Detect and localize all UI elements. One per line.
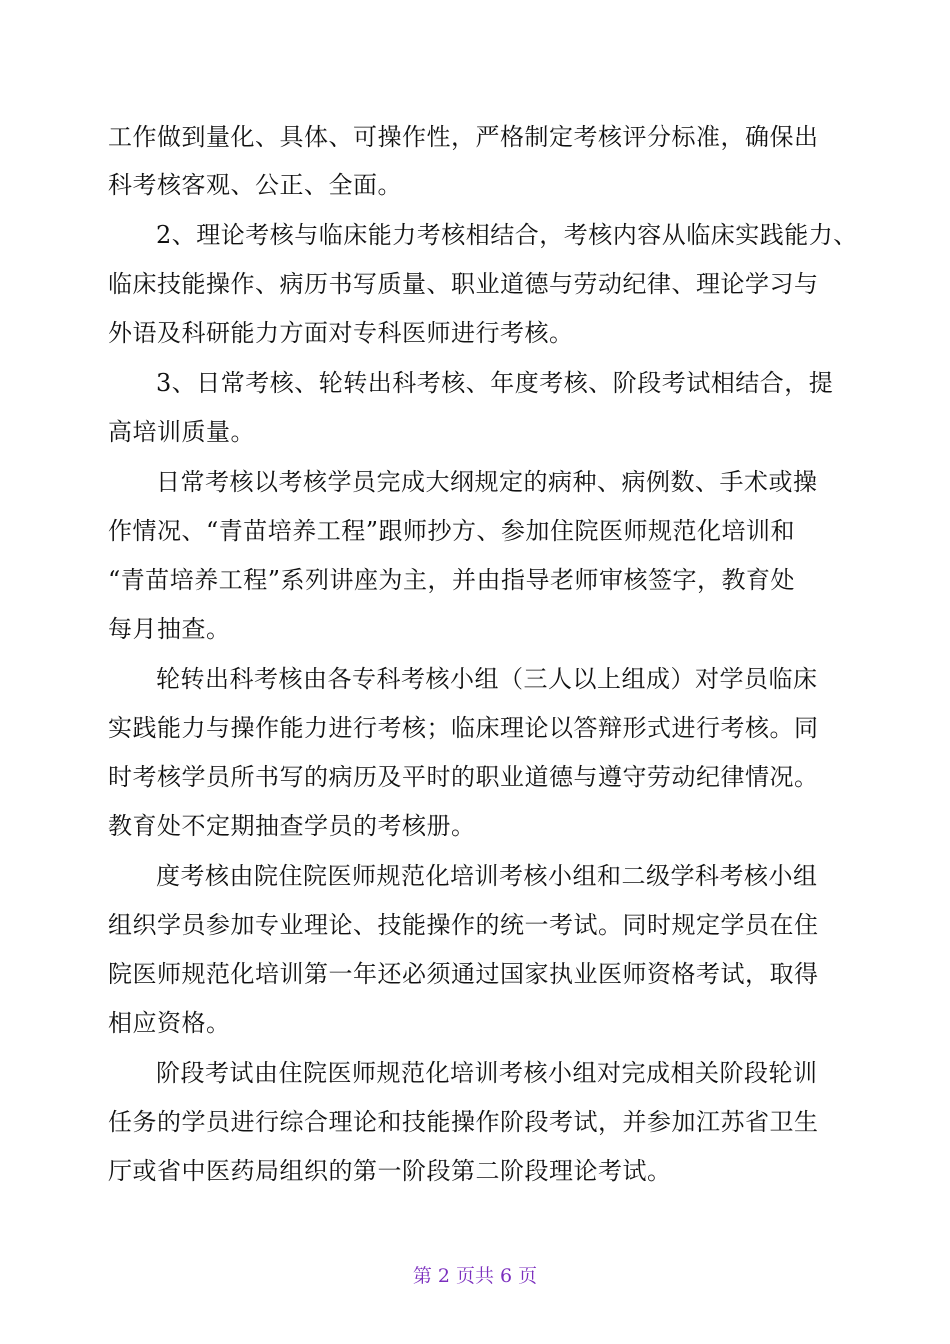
paragraph-line: 实践能力与操作能力进行考核；临床理论以答辩形式进行考核。同 bbox=[108, 714, 819, 742]
page-number-footer: 第 2 页共 6 页 bbox=[412, 1265, 538, 1287]
paragraph-line: 工作做到量化、具体、可操作性，严格制定考核评分标准，确保出 bbox=[108, 123, 819, 151]
paragraph-line: 任务的学员进行综合理论和技能操作阶段考试，并参加江苏省卫生 bbox=[108, 1108, 819, 1136]
paragraph-line: 相应资格。 bbox=[108, 1009, 231, 1037]
paragraph-line: 院医师规范化培训第一年还必须通过国家执业医师资格考试，取得 bbox=[108, 960, 819, 988]
paragraph-line: 2、理论考核与临床能力考核相结合，考核内容从临床实践能力、 bbox=[156, 221, 858, 249]
paragraph-line: “青苗培养工程”系列讲座为主，并由指导老师审核签字，教育处 bbox=[108, 566, 796, 594]
paragraph-line: 教育处不定期抽查学员的考核册。 bbox=[108, 812, 476, 840]
paragraph-line: 作情况、“青苗培养工程”跟师抄方、参加住院医师规范化培训和 bbox=[108, 517, 796, 545]
paragraph-line: 度考核由院住院医师规范化培训考核小组和二级学科考核小组 bbox=[156, 862, 818, 890]
paragraph-line: 轮转出科考核由各专科考核小组（三人以上组成）对学员临床 bbox=[156, 665, 818, 693]
paragraph-line: 组织学员参加专业理论、技能操作的统一考试。同时规定学员在住 bbox=[108, 911, 819, 939]
paragraph-line: 时考核学员所书写的病历及平时的职业道德与遵守劳动纪律情况。 bbox=[108, 763, 819, 791]
paragraph-line: 外语及科研能力方面对专科医师进行考核。 bbox=[108, 319, 574, 347]
paragraph-line: 临床技能操作、病历书写质量、职业道德与劳动纪律、理论学习与 bbox=[108, 270, 819, 298]
paragraph-line: 阶段考试由住院医师规范化培训考核小组对完成相关阶段轮训 bbox=[156, 1059, 818, 1087]
paragraph-line: 每月抽查。 bbox=[108, 615, 231, 643]
paragraph-line: 日常考核以考核学员完成大纲规定的病种、病例数、手术或操 bbox=[156, 468, 818, 496]
paragraph-line: 3、日常考核、轮转出科考核、年度考核、阶段考试相结合，提 bbox=[156, 369, 834, 397]
paragraph-line: 厅或省中医药局组织的第一阶段第二阶段理论考试。 bbox=[108, 1157, 672, 1185]
paragraph-line: 科考核客观、公正、全面。 bbox=[108, 171, 402, 199]
paragraph-line: 高培训质量。 bbox=[108, 418, 255, 446]
